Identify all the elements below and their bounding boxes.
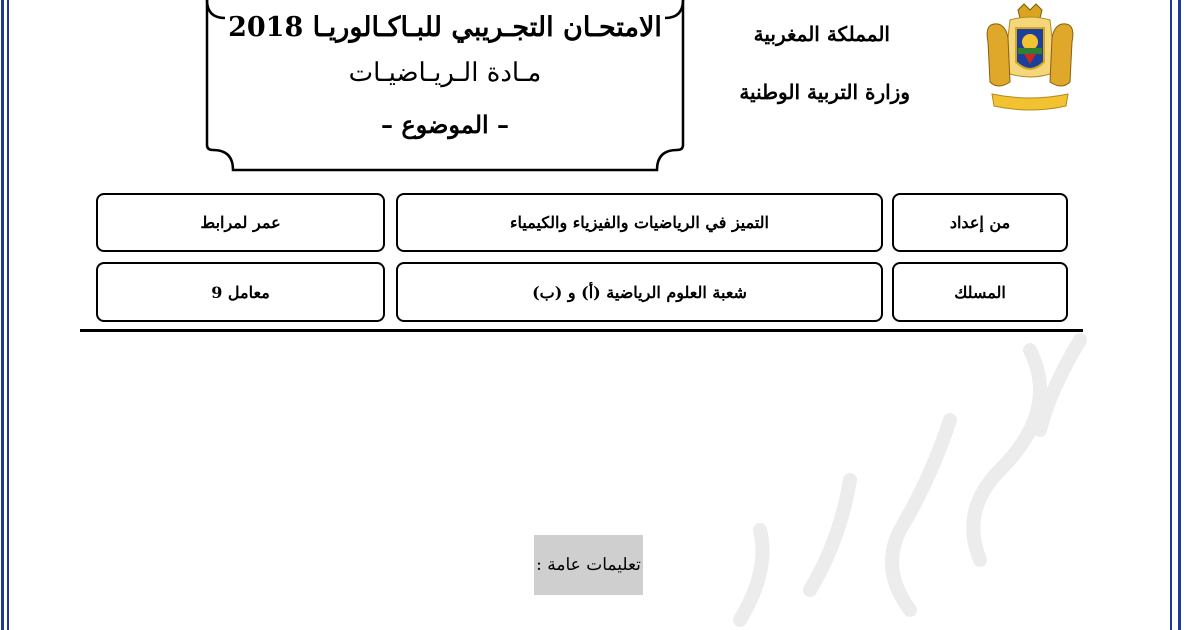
stream-value-text: شعبة العلوم الرياضية (أ) و (ب)	[532, 282, 747, 302]
prepared-by-label-text: من إعداد	[949, 213, 1011, 232]
page-border-left-inner	[7, 0, 9, 630]
kingdom-name: المملكة المغربية	[753, 22, 890, 46]
author-name-text: عمر لمرابط	[200, 213, 281, 232]
coat-of-arms-icon	[980, 2, 1080, 114]
stream-label-text: المسلك	[954, 282, 1006, 302]
author-name	[96, 193, 385, 252]
coefficient	[96, 262, 385, 322]
stream-label	[892, 262, 1068, 322]
watermark-calligraphy	[700, 330, 1170, 630]
coefficient-text: معامل 9	[211, 282, 270, 302]
page-border-right-inner	[1170, 0, 1172, 630]
exam-title: الامتحـان التجـريبي للبـاكـالوريـا 2018	[228, 12, 662, 43]
exam-title-box	[205, 0, 685, 173]
section-title: – الموضوع –	[380, 110, 510, 139]
prepared-by-label	[892, 193, 1068, 252]
page-border-right	[1178, 0, 1181, 630]
page-border-left	[1, 0, 4, 630]
ministry-name: وزارة التربية الوطنية	[739, 80, 910, 104]
subject-title: مـادة الـريـاضيـات	[348, 58, 542, 88]
general-instructions-label	[534, 535, 643, 595]
general-instructions-text: تعليمات عامة :	[536, 555, 641, 575]
prepared-by-value	[396, 193, 883, 252]
prepared-by-value-text: التميز في الرياضيات والفيزياء والكيمياء	[510, 213, 769, 232]
stream-value	[396, 262, 883, 322]
